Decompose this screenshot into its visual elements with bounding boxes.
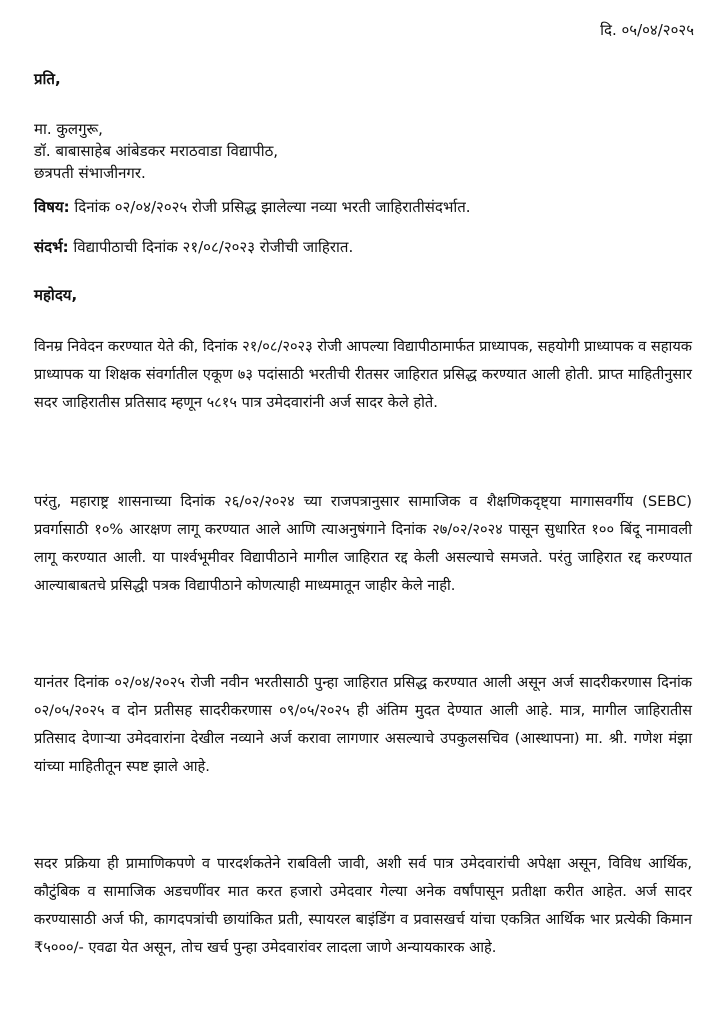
recipient-line-2: डॉ. बाबासाहेब आंबेडकर मराठवाडा विद्यापीठ, xyxy=(34,142,279,160)
reference-line xyxy=(34,236,692,258)
reference-text: विद्यापीठाची दिनांक २१/०८/२०२३ रोजीची जाहिरात. xyxy=(68,238,354,256)
salutation: महोदय, xyxy=(34,286,78,304)
subject-label: विषय: xyxy=(34,198,70,216)
recipient-line-1: मा. कुलगुरू, xyxy=(34,120,103,138)
body-paragraph-3: यानंतर दिनांक ०२/०४/२०२५ रोजी नवीन भरतीसाठी पुन्हा जाहिरात प्रसिद्ध करण्यात आली असून अर्ज सादरीकरणास दिनांक ०२/०५/२०२५ व दोन प्रतीसह सादरीकरणास ०९/०५/२०२५ ही अंतिम मुदत देण्यात आली आहे. मात्र, मागील जाहिरातीस प्रतिसाद देणाऱ्या उमेदवारांना देखील नव्याने अर्ज करावा लागणार असल्याचे उपकुलसचिव (आस्थापना) मा. श्री. गणेश मंझा यांच्या माहितीतून स्पष्ट झाले आहे. xyxy=(34,674,692,775)
recipient-line-3: छत्रपती संभाजीनगर. xyxy=(34,164,146,182)
body-paragraph-1: विनम्र निवेदन करण्यात येते की, दिनांक २१/०८/२०२३ रोजी आपल्या विद्यापीठामार्फत प्राध्यापक, सहयोगी प्राध्यापक व सहायक प्राध्यापक या शिक्षक संवर्गातील एकूण ७३ पदांसाठी भरतीची रीतसर जाहिरात प्रसिद्ध करण्यात आली होती. प्राप्त माहितीनुसार सदर जाहिरातीस प्रतिसाद म्हणून ५८१५ पात्र उमेदवारांनी अर्ज सादर केले होते. xyxy=(34,338,692,411)
subject-line xyxy=(34,196,692,218)
recipient-block xyxy=(34,68,692,184)
letter-date: दि. ०५/०४/२०२५ xyxy=(600,21,694,39)
recipient-label: प्रति, xyxy=(34,70,61,88)
reference-label: संदर्भ: xyxy=(34,238,69,256)
body-paragraph-4: सदर प्रक्रिया ही प्रामाणिकपणे व पारदर्शकतेने राबविली जावी, अशी सर्व पात्र उमेदवारांची अपेक्षा असून, विविध आर्थिक, कौटुंबिक व सामाजिक अडचणींवर मात करत हजारो उमेदवार गेल्या अनेक वर्षांपासून प्रतीक्षा करीत आहेत. अर्ज सादर करण्यासाठी अर्ज फी, कागदपत्रांची छायांकित प्रती, स्पायरल बाइंडिंग व प्रवासखर्च यांचा एकत्रित आर्थिक भार प्रत्येकी किमान ₹५०००/- एवढा येत असून, तोच खर्च पुन्हा उमेदवारांवर लादला जाणे अन्यायकारक आहे. xyxy=(34,855,692,956)
body-paragraph-2: परंतु, महाराष्ट्र शासनाच्या दिनांक २६/०२/२०२४ च्या राजपत्रानुसार सामाजिक व शैक्षणिकदृष्ट्या मागासवर्गीय (SEBC) प्रवर्गासाठी १०% आरक्षण लागू करण्यात आले आणि त्याअनुषंगाने दिनांक २७/०२/२०२४ पासून सुधारित १०० बिंदू नामावली लागू करण्यात आली. या पार्श्वभूमीवर विद्यापीठाने मागील जाहिरात रद्द केली असल्याचे समजते. परंतु जाहिरात रद्द करण्यात आल्याबाबतचे प्रसिद्धी पत्रक विद्यापीठाने कोणत्याही माध्यमातून जाहीर केले नाही. xyxy=(34,493,692,594)
subject-text: दिनांक ०२/०४/२०२५ रोजी प्रसिद्ध झालेल्या नव्या भरती जाहिरातीसंदर्भात. xyxy=(69,198,471,216)
